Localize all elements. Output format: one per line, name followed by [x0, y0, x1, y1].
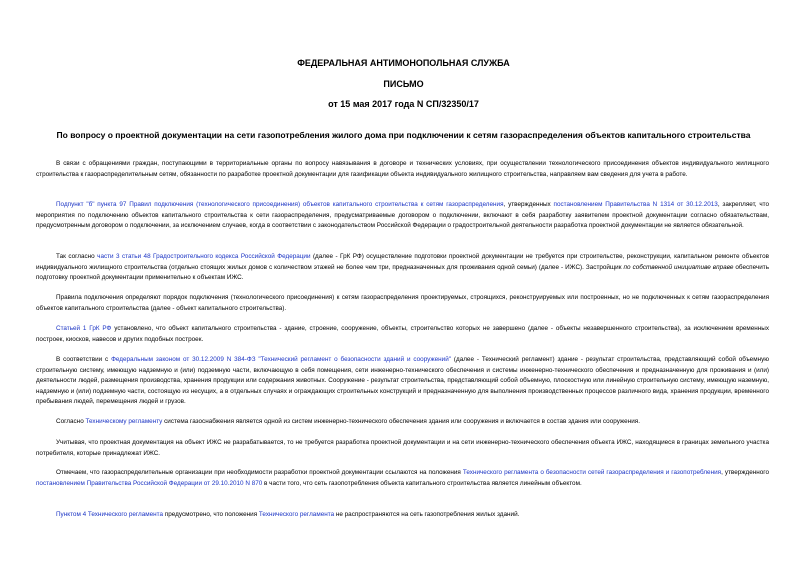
paragraph-2 [36, 200, 769, 232]
link-technical-regulation-2[interactable]: Технического регламента [258, 511, 335, 518]
paragraph-6-text: В соответствии с [56, 356, 112, 363]
paragraph-9 [36, 468, 769, 489]
paragraph-9-text: Отмечаем, что газораспределительные организации при необходимости разработки проектной документации ссылаются на положения [56, 469, 463, 476]
paragraph-5 [36, 324, 769, 345]
document-type: ПИСЬМО [383, 79, 424, 89]
paragraph-7 [36, 417, 769, 428]
link-federal-law-384[interactable]: Федеральным законом от 30.12.2009 N 384-ФЗ "Технический регламент о безопасности зданий и сооружений" [111, 356, 452, 363]
link-technical-regulation[interactable]: Техническому регламенту [85, 418, 163, 425]
paragraph-3-text: обеспечить подготовку проектной документации применительно к объектам ИЖС. [36, 263, 769, 281]
paragraph-7-text: Согласно [56, 418, 86, 425]
paragraph-1: В связи с обращениями граждан, поступающими в территориальные органы по вопросу навязывания в договоре и технических условиях, при осуществлении технологического присоединения объектов индивидуального жилищного строительства к газораспределительным сетям, обязанности по разработке проектной документации для газификации объекта индивидуального жилищного строительства, направляем вам сведения для учета в работе. [36, 160, 769, 178]
link-gas-networks-regulation[interactable]: Технического регламента о безопасности сетей газораспределения и газопотребления [462, 469, 722, 476]
paragraph-3 [36, 252, 769, 284]
paragraph-4: Правила подключения определяют порядок подключения (технологического присоединения) к сетям газораспределения проектируемых, строящихся, реконструируемых или построенных, но не подключенных к сетям газораспределения объектов капитального строительства (далее - объект капитального строительства). [36, 294, 769, 312]
paragraph-6-text: (далее - Технический регламент) здание - результат строительства, представляющий собой объемную строительную систему, имеющую надземную и (или) подземную части, включающую в себя помещения, сети инженерно-технического обеспечения и системы инженерно-технического обеспечения и предназначенную для проживания и (или) деятельности людей, размещения производства, хранения продукции или содержания животных. Сооружение - результат строительства, представляющий собой объемную, плоскостную или линейную строительную систему, имеющую наземную, надземную и (или) подземную части, состоящую из несущих, а в отдельных случаях и ограждающих строительных конструкций и предназначенную для выполнения производственных процессов различного вида, хранения продукции, временного пребывания людей, перемещения людей и грузов. [36, 356, 770, 405]
link-government-decree-1314[interactable]: постановлением Правительства N 1314 от 30.12.2013 [553, 201, 718, 208]
link-government-decree-870[interactable]: постановлением Правительства Российской Федерации от 29.10.2010 N 870 [36, 479, 263, 487]
link-regulation-item-4[interactable]: Пунктом 4 Технического регламента [56, 511, 164, 518]
paragraph-8: Учитывая, что проектная документация на объект ИЖС не разрабатывается, то не требуется разработка проектной документации и на сети инженерно-технического обеспечения объекта ИЖС, находящиеся в границах земельного участка потребителя, которые принадлежат ИЖС. [36, 439, 769, 457]
agency-title: ФЕДЕРАЛЬНАЯ АНТИМОНОПОЛЬНАЯ СЛУЖБА [297, 58, 510, 68]
document-subject: По вопросу о проектной документации на сети газопотребления жилого дома при подключении к сетям газораспределения объектов капитального строительства [56, 130, 751, 140]
paragraph-10-text: предусмотрено, что положения [163, 511, 259, 518]
paragraph-7-text: система газоснабжения является одной из систем инженерно-технического обеспечения здания или сооружения и включается в состав здания или сооружения. [162, 418, 640, 425]
paragraph-2-text: , закрепляет, что мероприятия по подключению объектов капитального строительства к сети газораспределения, предусматриваемые договором о подключении, включают в себя разработку заявителем проектной документации согласно обязательствам, предусмотренным договором о подключении, за исключением случаев, когда в соответствии с законодательством Российской Федерации о градостроительной деятельности разработка проектной документации не является обязательной. [36, 201, 770, 229]
paragraph-2-text: , утвержденных [503, 201, 554, 208]
paragraph-3-text: (далее - ГрК РФ) осуществление подготовки проектной документации не требуется при строительстве, реконструкции, капитальном ремонте объектов индивидуального жилищного строительства (отдельно стоящих жилых домов с количеством этажей не более чем три, предназначенных для проживания одной семьи) (далее - ИЖС). Застройщик [36, 253, 769, 271]
paragraph-6 [36, 355, 769, 408]
link-grk-article-1[interactable]: Статьей 1 ГрК РФ [56, 325, 112, 332]
paragraph-10 [36, 510, 769, 521]
italic-emphasis: по собственной инициативе вправе [623, 263, 734, 271]
paragraph-9-text: в части того, что сеть газопотребления объекта капитального строительства является линейным объектом. [262, 479, 582, 487]
paragraph-3-text: Так согласно [56, 253, 98, 260]
paragraph-9-text: , утвержденного [721, 469, 769, 476]
document-date-number: от 15 мая 2017 года N СП/32350/17 [328, 99, 479, 109]
link-rules-subparagraph-b[interactable]: Подпункт "б" пункта 97 Правил подключения (технологического присоединения) объектов капитального строительства к сетям газораспределения [56, 201, 504, 208]
paragraph-5-text: установлено, что объект капитального строительства - здание, строение, сооружение, объекты, строительство которых не завершено (далее - объекты незавершенного строительства), за исключением временных построек, киосков, навесов и других подобных построек. [36, 325, 769, 343]
paragraph-10-text: не распространяются на сеть газопотребления жилых зданий. [334, 511, 520, 518]
link-grk-article-48[interactable]: части 3 статьи 48 Градостроительного кодекса Российской Федерации [97, 253, 311, 260]
